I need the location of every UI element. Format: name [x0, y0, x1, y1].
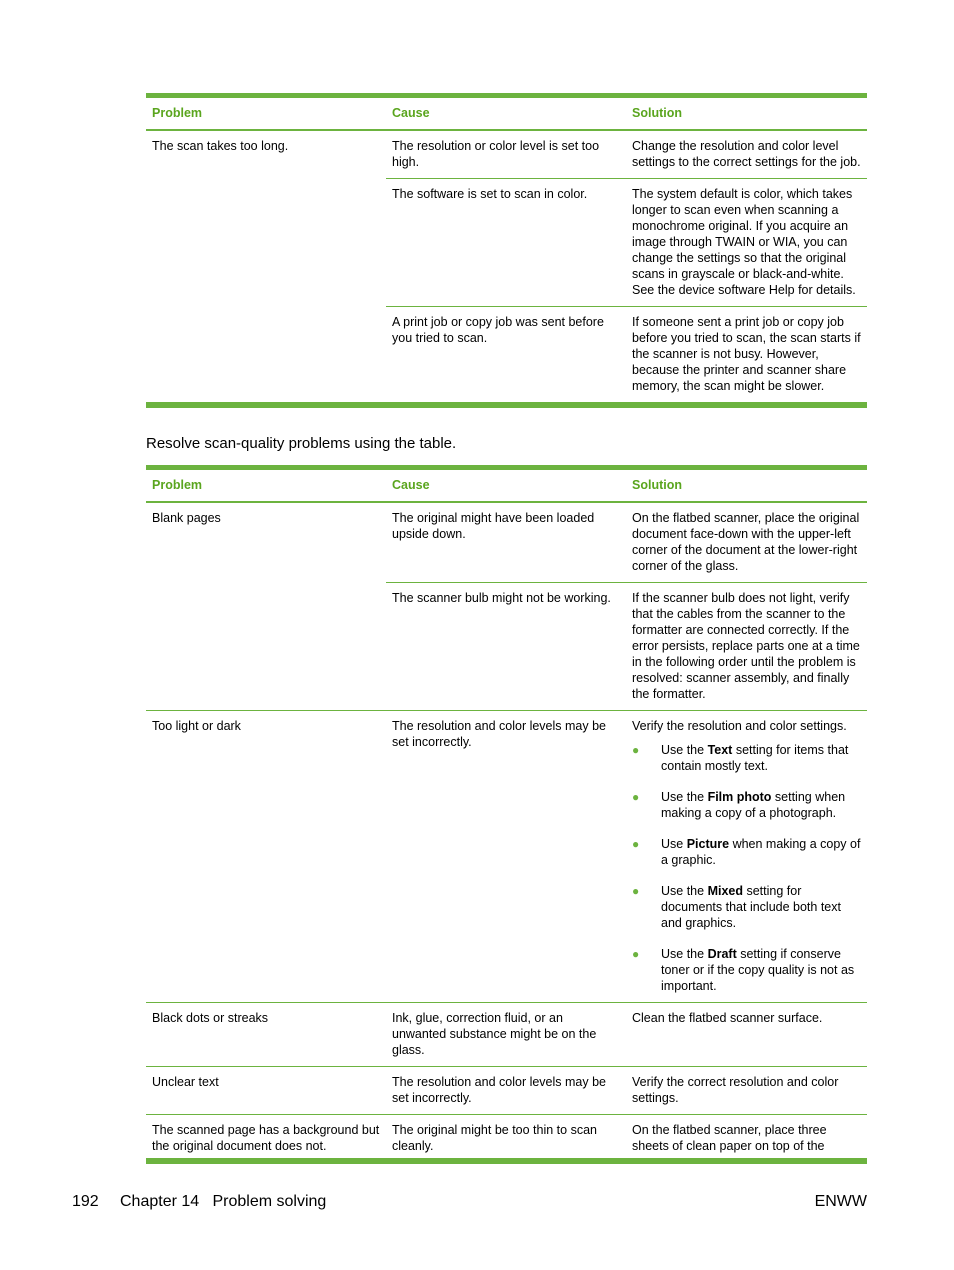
footer-page-number: 192 [72, 1193, 99, 1210]
header-problem: Problem [152, 478, 203, 492]
setting-name: Picture [686, 837, 730, 851]
bullet-icon: ● [632, 884, 640, 898]
cause-solution-group [386, 131, 867, 402]
problem-cell: Black dots or streaks [152, 1011, 269, 1025]
setting-name: Draft [707, 947, 737, 961]
cause-cell: The scanner bulb might not be working. [392, 591, 611, 605]
table-header-row [146, 98, 867, 131]
solution-cell [626, 711, 867, 1002]
bullet-text: setting for documents that include both text and graphics. [661, 884, 841, 930]
table-bottom-rule [146, 1159, 867, 1164]
solution-cell: On the flatbed scanner, place the original document face-down with the upper-left corner of the document at the lower-right corner of the glass. [632, 511, 860, 573]
cause-solution-row [386, 131, 867, 179]
problem-table-scan-quality [146, 465, 867, 1164]
setting-name: Mixed [707, 884, 743, 898]
bullet-icon: ● [632, 837, 640, 851]
cause-solution-group [386, 711, 867, 1002]
problem-cell: The scan takes too long. [152, 139, 289, 153]
table-bottom-rule [146, 403, 867, 408]
table-row [146, 503, 867, 711]
header-solution: Solution [632, 106, 682, 120]
table-row [146, 711, 867, 1003]
bullet-item [632, 836, 861, 868]
cause-cell: The original might have been loaded upside down. [392, 511, 595, 541]
problem-cell: Blank pages [152, 511, 221, 525]
cause-cell: The resolution and color levels may be set incorrectly. [392, 1075, 607, 1105]
problem-table-scan-speed [146, 93, 867, 408]
bullet-icon: ● [632, 743, 640, 757]
solution-cell: On the flatbed scanner, place three sheets of clean paper on top of the [632, 1123, 827, 1153]
solution-cell: The system default is color, which takes longer to scan even when scanning a monochrome original. If you acquire an image through TWAIN or WIA, you can change the settings so that the original scans in grayscale or black-and-white. See the device software Help for details. [632, 187, 856, 297]
cause-cell: The original might be too thin to scan cleanly. [392, 1123, 597, 1153]
solution-cell: Clean the flatbed scanner surface. [632, 1011, 823, 1025]
solution-intro: Verify the resolution and color settings. [632, 719, 847, 733]
bullet-text: Use the [661, 743, 708, 757]
solution-cell: Verify the correct resolution and color settings. [632, 1075, 839, 1105]
header-solution: Solution [632, 478, 682, 492]
table-row [146, 131, 867, 403]
bullet-icon: ● [632, 947, 640, 961]
solution-cell: Change the resolution and color level settings to the correct settings for the job. [632, 139, 861, 169]
cause-solution-row [386, 583, 867, 710]
bullet-text: setting if conserve toner or if the copy quality is not as important. [661, 947, 855, 993]
bullet-text: Use [661, 837, 687, 851]
cause-cell: A print job or copy job was sent before you tried to scan. [392, 315, 604, 345]
bullet-item [632, 946, 861, 994]
solution-cell: If the scanner bulb does not light, verify that the cables from the scanner to the formatter are connected correctly. If the error persists, replace parts one at a time in the following order until the problem is resolved: scanner assembly, and finally the formatter. [632, 591, 860, 701]
cause-solution-row [386, 711, 867, 1002]
cause-cell: The resolution and color levels may be set incorrectly. [392, 719, 607, 749]
bullet-item [632, 883, 861, 931]
bullet-text: setting for items that contain mostly text. [661, 743, 849, 773]
bullet-text: when making a copy of a graphic. [661, 837, 861, 867]
intro-text: Resolve scan-quality problems using the table. [146, 435, 457, 452]
bullet-text: Use the [661, 947, 708, 961]
header-problem: Problem [152, 106, 203, 120]
footer-enww: ENWW [814, 1193, 867, 1210]
header-cause: Cause [392, 478, 430, 492]
solution-cell: If someone sent a print job or copy job before you tried to scan, the scan starts if the scanner is not busy. However, because the printer and scanner share memory, the scan might be slower. [632, 315, 861, 393]
table-row [146, 1067, 867, 1115]
table-header-row [146, 470, 867, 503]
bullet-text: Use the [661, 884, 708, 898]
bullet-text: setting when making a copy of a photograph. [661, 790, 846, 820]
settings-bullet-list [632, 742, 861, 994]
cause-solution-row [386, 179, 867, 307]
setting-name: Text [707, 743, 733, 757]
cause-cell: The software is set to scan in color. [392, 187, 588, 201]
bullet-text: Use the [661, 790, 708, 804]
cause-cell: Ink, glue, correction fluid, or an unwanted substance might be on the glass. [392, 1011, 597, 1057]
bullet-item [632, 789, 861, 821]
header-cause: Cause [392, 106, 430, 120]
footer-chapter: Chapter 14 Problem solving [120, 1193, 327, 1210]
cause-cell: The resolution or color level is set too high. [392, 139, 600, 169]
problem-cell: The scanned page has a background but the original document does not. [152, 1123, 380, 1153]
cause-solution-row [386, 503, 867, 583]
setting-name: Film photo [707, 790, 772, 804]
table-row [146, 1115, 867, 1159]
cause-solution-group [386, 503, 867, 710]
cause-solution-row [386, 307, 867, 402]
bullet-item [632, 742, 861, 774]
problem-cell: Unclear text [152, 1075, 219, 1089]
table-row [146, 1003, 867, 1067]
bullet-icon: ● [632, 790, 640, 804]
problem-cell: Too light or dark [152, 719, 241, 733]
